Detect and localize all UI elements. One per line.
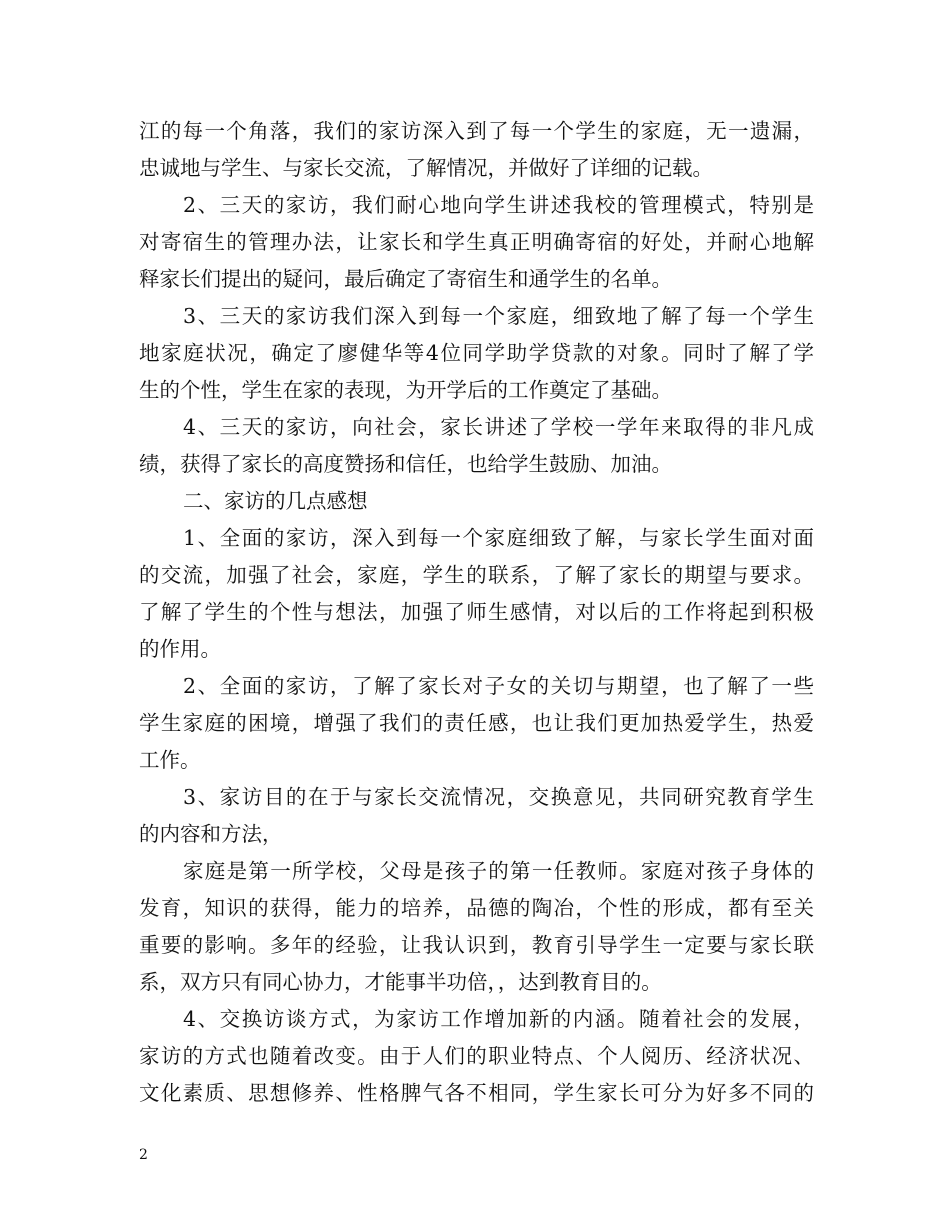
text-line: 文化素质、思想修养、性格脾气各不相同，学生家长可分为好多不同的 bbox=[139, 1081, 814, 1105]
text-line: 2、三天的家访，我们耐心地向学生讲述我校的管理模式，特别是 bbox=[183, 193, 814, 217]
text-line: 学生家庭的困境，增强了我们的责任感，也让我们更加热爱学生，热爱 bbox=[139, 711, 814, 735]
text-line: 江的每一个角落，我们的家访深入到了每一个学生的家庭，无一遗漏， bbox=[139, 119, 814, 143]
text-line: 忠诚地与学生、与家长交流，了解情况，并做好了详细的记载。 bbox=[139, 156, 713, 180]
text-line: 了解了学生的个性与想法，加强了师生感情，对以后的工作将起到积极 bbox=[139, 600, 814, 624]
text-line: 地家庭状况，确定了廖健华等4位同学助学贷款的对象。同时了解了学 bbox=[139, 341, 814, 365]
text-line: 4、三天的家访，向社会，家长讲述了学校一学年来取得的非凡成 bbox=[183, 415, 814, 439]
page-number: 2 bbox=[139, 1147, 148, 1163]
text-line: 重要的影响。多年的经验，让我认识到，教育引导学生一定要与家长联 bbox=[139, 933, 814, 957]
text-line: 3、家访目的在于与家长交流情况，交换意见，共同研究教育学生 bbox=[183, 785, 814, 809]
text-line: 工作。 bbox=[139, 748, 201, 772]
text-line: 2、全面的家访，了解了家长对子女的关切与期望，也了解了一些 bbox=[183, 674, 814, 698]
text-line: 家庭是第一所学校，父母是孩子的第一任教师。家庭对孩子身体的 bbox=[183, 859, 814, 883]
text-line: 生的个性，学生在家的表现，为开学后的工作奠定了基础。 bbox=[139, 378, 672, 402]
text-line: 释家长们提出的疑问，最后确定了寄宿生和通学生的名单。 bbox=[139, 267, 672, 291]
text-line: 1、全面的家访，深入到每一个家庭细致了解，与家长学生面对面 bbox=[183, 526, 814, 550]
text-line: 对寄宿生的管理办法，让家长和学生真正明确寄宿的好处，并耐心地解 bbox=[139, 230, 814, 254]
text-line: 绩，获得了家长的高度赞扬和信任，也给学生鼓励、加油。 bbox=[139, 452, 672, 476]
text-line: 的内容和方法， bbox=[139, 822, 283, 846]
text-line: 发育，知识的获得，能力的培养，品德的陶冶，个性的形成，都有至关 bbox=[139, 896, 814, 920]
body-text bbox=[139, 113, 814, 1112]
text-line: 3、三天的家访我们深入到每一个家庭，细致地了解了每一个学生 bbox=[183, 304, 814, 328]
text-line: 的交流，加强了社会，家庭，学生的联系，了解了家长的期望与要求。 bbox=[139, 563, 814, 587]
text-line: 的作用。 bbox=[139, 637, 221, 661]
text-line: 4、交换访谈方式，为家访工作增加新的内涵。随着社会的发展， bbox=[183, 1007, 814, 1031]
text-line: 系，双方只有同心协力，才能事半功倍，，达到教育目的。 bbox=[139, 970, 662, 994]
text-line: 家访的方式也随着改变。由于人们的职业特点、个人阅历、经济状况、 bbox=[139, 1044, 814, 1068]
text-line: 二、家访的几点感想 bbox=[183, 489, 368, 513]
